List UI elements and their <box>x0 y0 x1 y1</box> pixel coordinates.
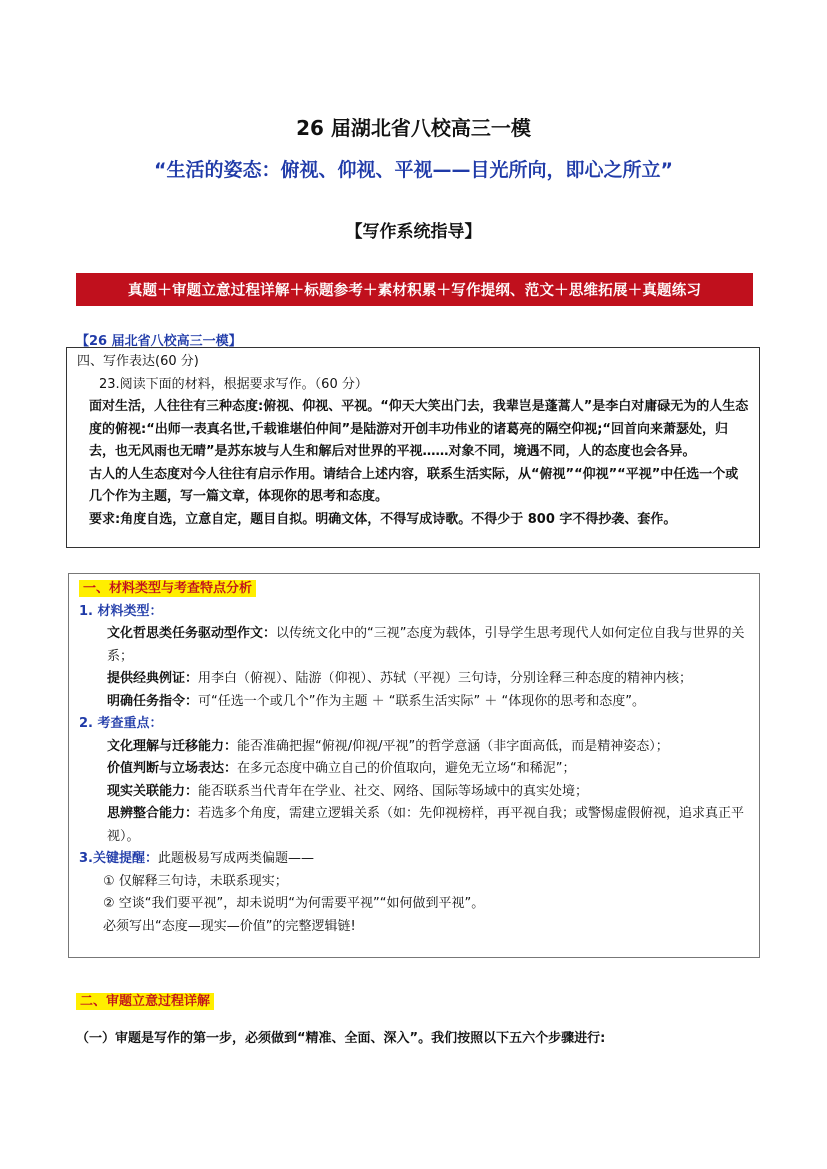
question-paragraph-1: 面对生活，人往往有三种态度:俯视、仰视、平视。“仰天大笑出门去，我辈岂是蓬蒿人”是李白对庸碌无为的人生态度的俯视:“出师一表真名世,千载谁堪伯仲间”是陆游对开创丰功伟业的诸葛亮的隔空仰视;“回首向来萧瑟处，归去，也无风雨也无晴”是苏东坡与人生和解后对世界的平视……对象不同，境遇不同，人的态度也会各异。 <box>89 399 749 459</box>
material-type-item: 文化哲思类任务驱动型作文：以传统文化中的“三视”态度为载体，引导学生思考现代人如何定位自我与世界的关系； <box>107 626 745 664</box>
focus-item: 思辨整合能力：若选多个角度，需建立逻辑关系（如：先仰视榜样，再平视自我；或警惕虚假俯视，追求真正平视）。 <box>107 806 745 844</box>
analysis-box <box>68 573 760 958</box>
reminder-conclusion: 必须写出“态度—现实—价值”的完整逻辑链! <box>103 918 356 934</box>
question-section: 四、写作表达(60 分) <box>77 354 199 369</box>
question-paragraph-2: 古人的人生态度对今人往往有启示作用。请结合上述内容，联系生活实际，从“俯视”“仰视”“平视”中任选一个或几个作为主题，写一篇文章，体现你的思考和态度。 <box>89 466 739 504</box>
focus-title: 2. 考查重点： <box>79 716 163 731</box>
section2-heading: 二、审题立意过程详解 <box>76 993 214 1010</box>
material-type-item: 提供经典例证：用李白（俯视）、陆游（仰视）、苏轼（平视）三句诗，分别诠释三种态度的精神内核； <box>107 671 693 686</box>
guide-heading: 【写作系统指导】 <box>345 222 482 242</box>
question-requirements: 要求:角度自选，立意自定，题目自拟。明确文体，不得写成诗歌。不得少于 800 字不得抄袭、套作。 <box>89 511 677 527</box>
focus-item: 价值判断与立场表达：在多元态度中确立自己的价值取向，避免无立场“和稀泥”； <box>107 761 576 776</box>
section2-heading-wrap <box>76 990 214 1009</box>
question-source: 【26 届北省八校高三一模】 <box>76 334 242 349</box>
document-subtitle: “生活的姿态：俯视、仰视、平视——目光所向，即心之所立” <box>154 159 673 181</box>
question-instruction: 23.阅读下面的材料，根据要求写作。（60 分） <box>99 376 368 392</box>
reminder-item: ② 空谈“我们要平视”，却未说明“为何需要平视”“如何做到平视”。 <box>103 896 485 911</box>
focus-item: 现实关联能力：能否联系当代青年在学业、社交、网络、国际等场域中的真实处境； <box>107 783 589 799</box>
material-type-title: 1. 材料类型： <box>79 603 163 619</box>
reminder-item: ① 仅解释三句诗，未联系现实； <box>103 873 288 889</box>
focus-item: 文化理解与迁移能力：能否准确把握“俯视/仰视/平视”的哲学意涵（非字面高低，而是精神姿态）； <box>107 738 669 754</box>
key-reminder: 3.关键提醒：此题极易写成两类偏题—— <box>79 851 314 866</box>
analysis-heading: 一、材料类型与考查特点分析 <box>79 580 256 597</box>
step-one-text: （一）审题是写作的第一步，必须做到“精准、全面、深入”。我们按照以下五六个步骤进行: <box>76 1031 606 1046</box>
question-box <box>66 347 760 548</box>
material-type-item: 明确任务指令：可“任选一个或几个”作为主题 ＋ “联系生活实际” ＋ “体现你的思考和态度”。 <box>107 693 645 709</box>
contents-banner: 真题＋审题立意过程详解＋标题参考＋素材积累＋写作提纲、范文＋思维拓展＋真题练习 <box>76 273 753 306</box>
document-title: 26 届湖北省八校高三一模 <box>296 116 531 140</box>
